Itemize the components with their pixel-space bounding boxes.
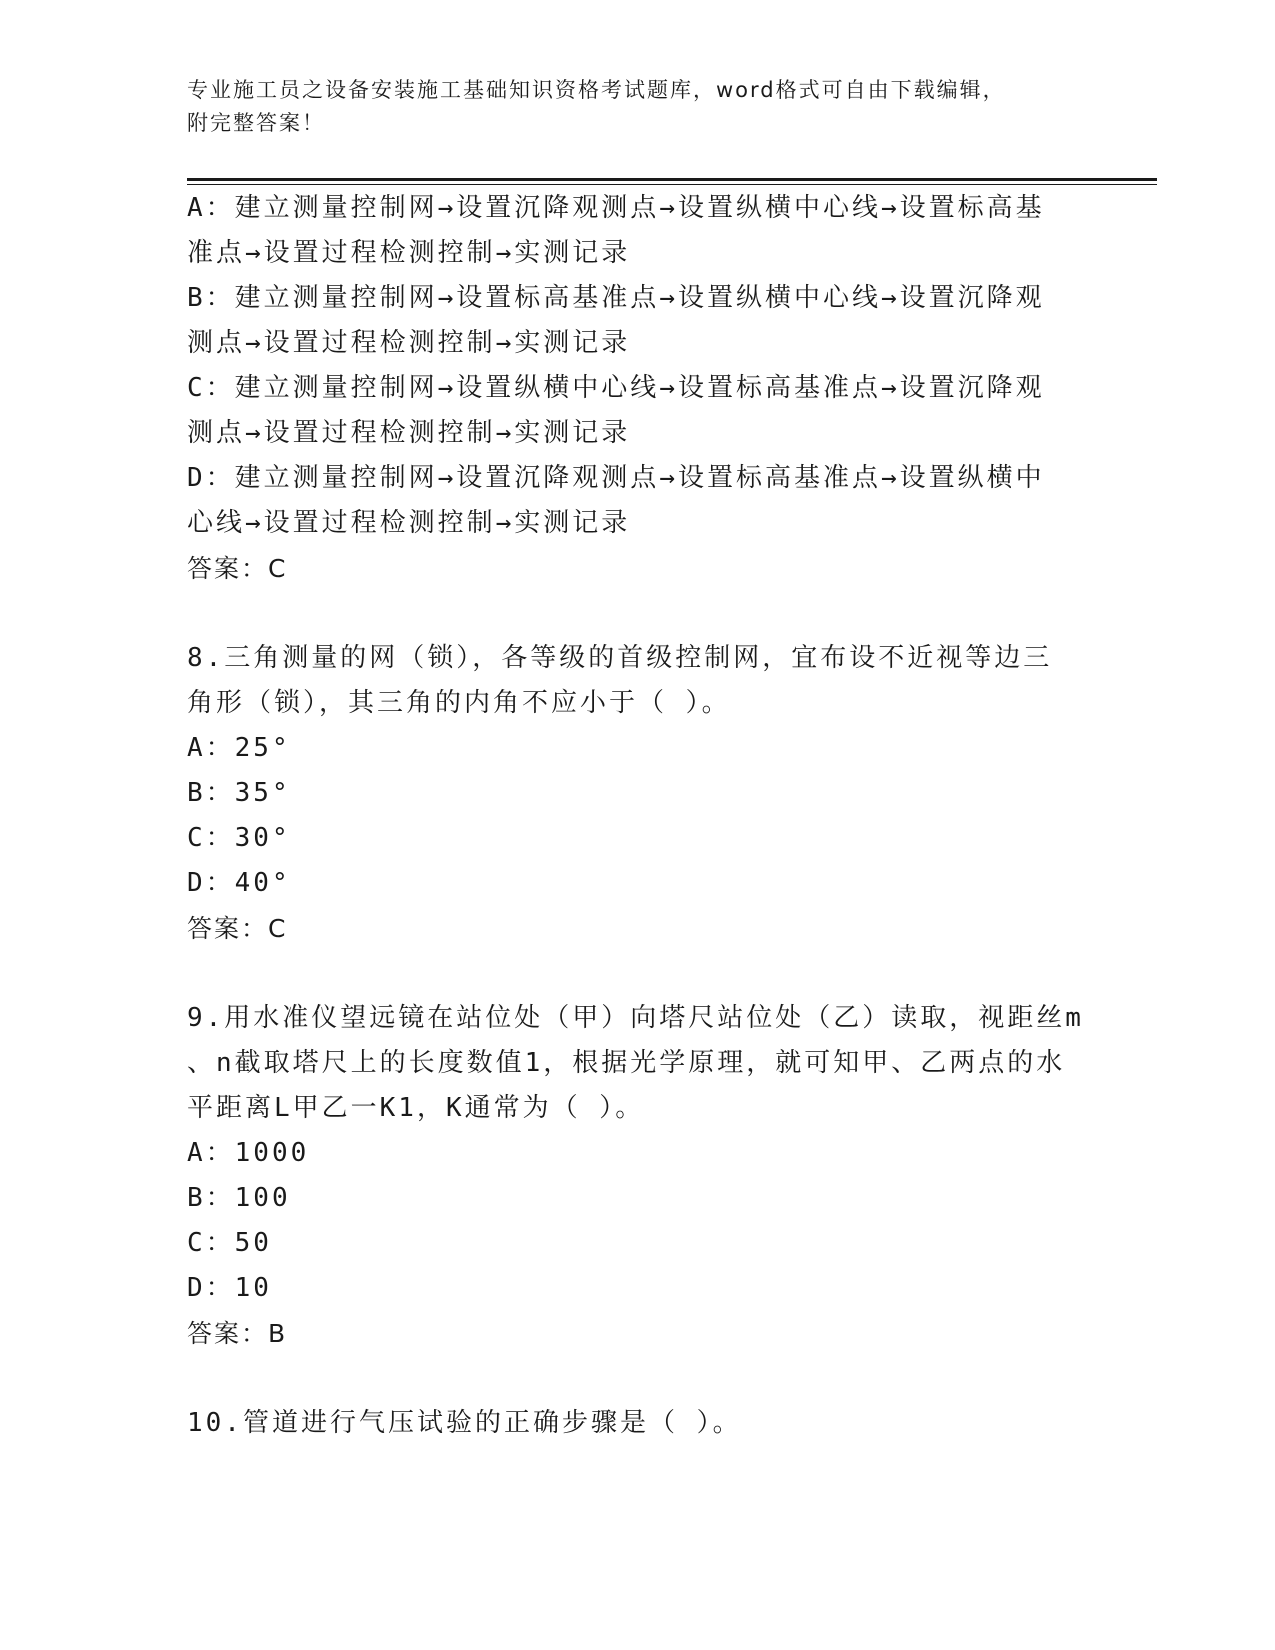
option-a: A：25°: [187, 733, 291, 763]
question-stem-line-3: 平距离L甲乙一K1，K通常为（ ）。: [187, 1093, 645, 1123]
answer: 答案：C: [187, 554, 288, 583]
option-c: C：50: [187, 1228, 272, 1258]
question-9: [187, 996, 1087, 1356]
option-b-line-1: B：建立测量控制网→设置标高基准点→设置纵横中心线→设置沉降观: [187, 283, 1045, 313]
option-a-line-2: 准点→设置过程检测控制→实测记录: [187, 238, 631, 268]
header-line-2: 附完整答案！: [187, 111, 325, 135]
header-divider-thick: [187, 178, 1157, 181]
option-d-line-2: 心线→设置过程检测控制→实测记录: [187, 508, 631, 538]
option-b: B：100: [187, 1183, 291, 1213]
option-b: B：35°: [187, 778, 291, 808]
option-a-line-1: A：建立测量控制网→设置沉降观测点→设置纵横中心线→设置标高基: [187, 193, 1045, 223]
option-c-line-1: C：建立测量控制网→设置纵横中心线→设置标高基准点→设置沉降观: [187, 373, 1045, 403]
option-d: D：40°: [187, 868, 291, 898]
question-8: [187, 636, 1087, 951]
question-stem-line-2: 、n截取塔尺上的长度数值1，根据光学原理，就可知甲、乙两点的水: [187, 1048, 1066, 1078]
option-a: A：1000: [187, 1138, 310, 1168]
question-10: [187, 1401, 1087, 1446]
option-d-line-1: D：建立测量控制网→设置沉降观测点→设置标高基准点→设置纵横中: [187, 463, 1045, 493]
question-stem-line-2: 角形（锁），其三角的内角不应小于（ ）。: [187, 688, 731, 718]
document-header: [187, 74, 1067, 140]
answer: 答案：B: [187, 1319, 288, 1348]
question-list: [187, 186, 1087, 1446]
header-divider-thin: [187, 184, 1157, 185]
question-7: [187, 186, 1087, 591]
option-c-line-2: 测点→设置过程检测控制→实测记录: [187, 418, 631, 448]
header-line-1: 专业施工员之设备安装施工基础知识资格考试题库，word格式可自由下载编辑，: [187, 78, 1006, 102]
answer: 答案：C: [187, 914, 288, 943]
option-c: C：30°: [187, 823, 291, 853]
option-b-line-2: 测点→设置过程检测控制→实测记录: [187, 328, 631, 358]
question-stem-line-1: 8.三角测量的网（锁），各等级的首级控制网，宜布设不近视等边三: [187, 643, 1053, 673]
question-stem: 10.管道进行气压试验的正确步骤是（ ）。: [187, 1408, 742, 1438]
option-d: D：10: [187, 1273, 272, 1303]
question-stem-line-1: 9.用水准仪望远镜在站位处（甲）向塔尺站位处（乙）读取，视距丝m: [187, 1003, 1084, 1033]
